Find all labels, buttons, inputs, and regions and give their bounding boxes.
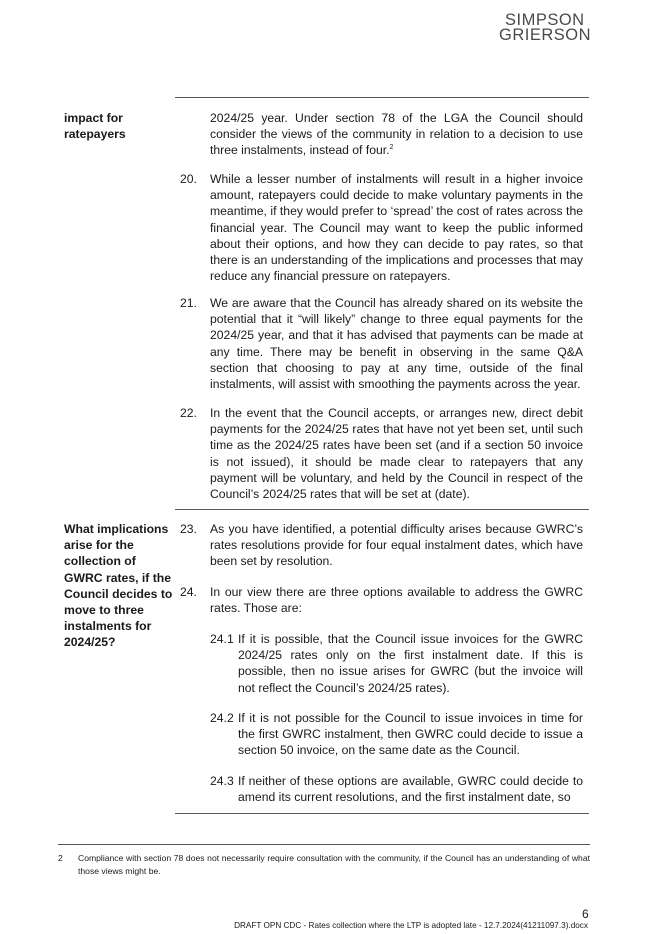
paragraph-19-continued bbox=[210, 110, 583, 159]
section-divider-bottom bbox=[175, 813, 589, 814]
footnote-ref-2[interactable]: 2 bbox=[389, 144, 394, 152]
logo-line-2: GRIERSON bbox=[499, 26, 592, 44]
subparagraph-24-2: If it is not possible for the Council to issue invoices in time for the first GWRC instalment, then GWRC could decide to issue a section 50 invoice, on the same date as the Council. bbox=[238, 711, 583, 758]
subparagraph-24-3: If neither of these options are available, GWRC could decide to amend its current resolutions, and the first instalment date, so bbox=[238, 774, 583, 805]
simpson-grierson-logo bbox=[495, 8, 595, 44]
paragraph-23: As you have identified, a potential difficulty arises because GWRC’s rates resolutions provide for four equal instalment dates, which have been set by resolution. bbox=[210, 522, 583, 569]
paragraph-21: We are aware that the Council has already shared on its website the potential that it “will likely” change to three equal payments for the 2024/25 year, and that it has advised that payments can be made at any time. There may be benefit in observing in the same Q&A section that choosing to pay at any time, outside of the final instalments, will assist with smoothing the payments across the year. bbox=[210, 296, 583, 392]
footnote-number: 2 bbox=[58, 853, 63, 863]
paragraph-22: In the event that the Council accepts, or arranges new, direct debit payments for the 2024/25 rates that have not yet been set, until such time as the 2024/25 rates have been set (and if a section 50 invoice is not issued), it should be made clear to ratepayers that any payment will be voluntary, and held by the Council in respect of the Council’s 2024/25 rates that will be set at (date). bbox=[210, 406, 583, 502]
subparagraph-number: 24.1 bbox=[210, 632, 234, 646]
footnote-text: Compliance with section 78 does not necessarily require consultation with the community, if the Council has an understanding of what those views might be. bbox=[78, 853, 590, 876]
paragraph-number: 20. bbox=[180, 172, 197, 186]
document-footer: DRAFT OPN CDC - Rates collection where the LTP is adopted late - 12.7.2024(41211097.3).docx bbox=[234, 921, 588, 930]
section-heading-impact: impact for ratepayers bbox=[64, 111, 126, 142]
paragraph-20: While a lesser number of instalments will result in a higher invoice amount, ratepayers could decide to make voluntary payments in the meantime, if they would prefer to ‘spread’ the cost of rates across the financial year. The Council may want to keep the public informed about their options, and how they can decide to pay rates, so that there is an understanding of the implications and processes that may reduce any financial pressure on ratepayers. bbox=[210, 172, 583, 284]
paragraph-24: In our view there are three options available to address the GWRC rates. Those are: bbox=[210, 585, 583, 616]
paragraph-number: 21. bbox=[180, 296, 197, 310]
paragraph-number: 23. bbox=[180, 522, 197, 536]
subparagraph-number: 24.3 bbox=[210, 774, 234, 788]
logo-line-1: SIMPSON bbox=[505, 11, 585, 29]
subparagraph-number: 24.2 bbox=[210, 711, 234, 725]
page-number: 6 bbox=[582, 907, 589, 921]
paragraph-19-text: 2024/25 year. Under section 78 of the LGA the Council should consider the views of the community in relation to a decision to use three instalments, instead of four. bbox=[210, 111, 583, 158]
paragraph-number: 24. bbox=[180, 585, 197, 599]
section-heading-gwrc-implications: What implications arise for the collection of GWRC rates, if the Council decides to move to three instalments for 2024/25? bbox=[64, 522, 173, 650]
footnote-separator bbox=[58, 844, 590, 845]
paragraph-number: 22. bbox=[180, 406, 197, 420]
section-divider-middle bbox=[175, 509, 589, 510]
section-divider-top bbox=[175, 97, 589, 98]
subparagraph-24-1: If it is possible, that the Council issue invoices for the GWRC 2024/25 rates only on the first instalment date. If this is possible, then no issue arises for GWRC (but the invoice will not reflect the Council’s 2024/25 rates). bbox=[238, 632, 583, 695]
